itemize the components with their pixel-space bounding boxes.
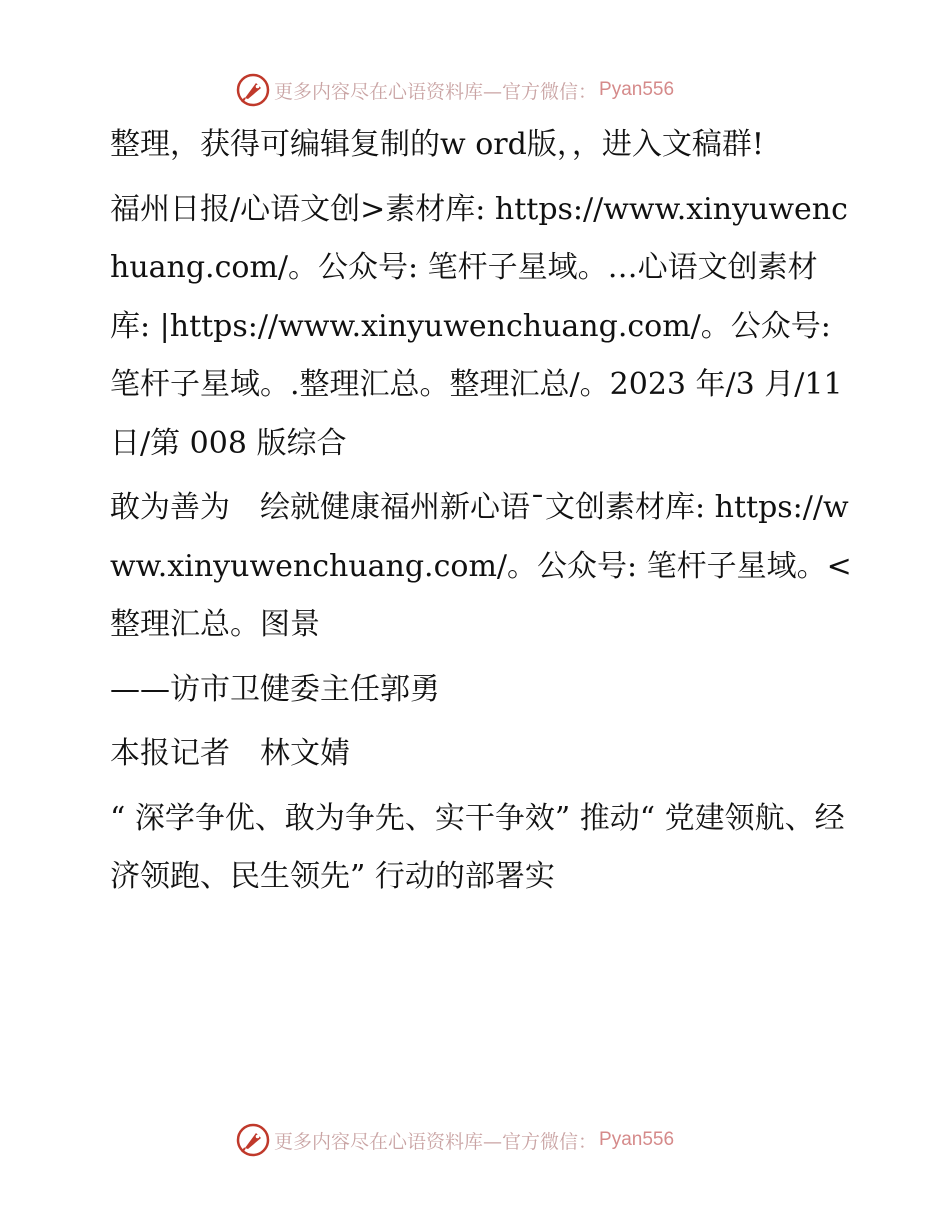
paragraph-1: 整理，获得可编辑复制的w ord版，，进入文稿群! — [110, 127, 764, 162]
pen-nib-logo-icon — [236, 1123, 270, 1157]
banner-wechat-id: Pyan556 — [599, 1129, 675, 1150]
paragraph-3: 敢为善为 绘就健康福州新心语¯文创素材库: https://www.xinyuwenchuang.com/。公众号: 笔杆子星域。<整理汇总。图景 — [110, 490, 852, 642]
header-banner — [236, 72, 716, 108]
banner-text: 更多内容尽在心语资料库—官方微信： — [274, 80, 598, 103]
document-body — [96, 116, 856, 913]
paragraph-2: 福州日报/心语文创>素材库: https://www.xinyuwenchuang.com/。公众号: 笔杆子星域。…心语文创素材库: |https://www.xinyuwenchuang.com/。公众号: 笔杆子星域。.整理汇总。整理汇总/。2023 年/3 月/11 日/第 008 版综合 — [110, 191, 848, 461]
footer-banner — [236, 1122, 716, 1158]
banner-wechat-id: Pyan556 — [599, 79, 675, 100]
pen-nib-logo-icon — [236, 73, 270, 107]
paragraph-4: ——访市卫健委主任郭勇 — [110, 671, 440, 707]
paragraph-5: 本报记者 林文婧 — [110, 736, 350, 771]
paragraph-6: “ 深学争优、敢为争先、实干争效” 推动“ 党建领航、经济领跑、民生领先” 行动的部署实 — [110, 800, 845, 894]
banner-text: 更多内容尽在心语资料库—官方微信： — [274, 1130, 598, 1153]
